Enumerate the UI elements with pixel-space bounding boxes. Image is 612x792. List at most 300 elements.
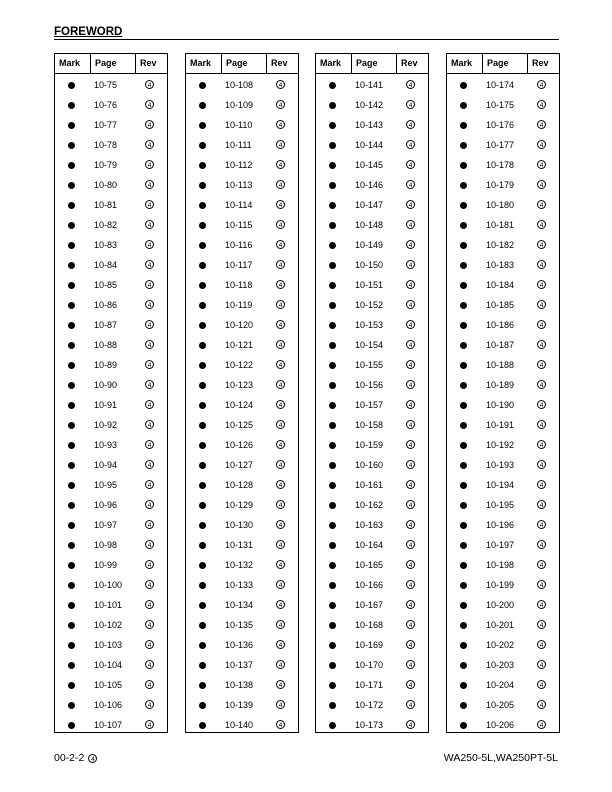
revision-circle-icon: 4 [537,120,546,129]
mark-bullet-icon [199,642,206,649]
table-row [316,677,428,697]
table-row [186,217,298,237]
table-row [447,557,559,577]
table-row [447,77,559,97]
table-row [55,97,167,117]
page-cell: 10-140 [225,720,254,730]
page-cell: 10-201 [486,620,515,630]
table-row [186,237,298,257]
revision-circle-icon: 4 [537,700,546,709]
page-cell: 10-89 [94,360,118,370]
mark-bullet-icon [329,382,336,389]
table-row [186,337,298,357]
revision-circle-icon: 4 [145,660,154,669]
page-cell: 10-119 [225,300,253,310]
mark-bullet-icon [199,422,206,429]
mark-bullet-icon [460,422,467,429]
revision-circle-icon: 4 [276,480,285,489]
mark-bullet-icon [460,202,467,209]
revision-circle-icon: 4 [537,380,546,389]
table-row [316,437,428,457]
revision-circle-icon: 4 [145,160,154,169]
table-row [447,577,559,597]
revision-circle-icon: 4 [145,320,154,329]
page-cell: 10-86 [94,300,118,310]
page-cell: 10-190 [486,400,515,410]
revision-circle-icon: 4 [406,560,415,569]
page-cell: 10-93 [94,440,118,450]
revision-circle-icon: 4 [145,120,154,129]
revision-circle-icon: 4 [276,680,285,689]
revision-circle-icon: 4 [276,600,285,609]
revision-circle-icon: 4 [537,100,546,109]
page-cell: 10-145 [355,160,384,170]
page-cell: 10-80 [94,180,118,190]
table-row [186,317,298,337]
page-cell: 10-146 [355,180,384,190]
revision-circle-icon: 4 [276,200,285,209]
table-row [186,657,298,677]
mark-bullet-icon [68,102,75,109]
page-cell: 10-105 [94,680,123,690]
table-row [55,497,167,517]
table-row [186,577,298,597]
table-row [186,137,298,157]
revision-circle-icon: 4 [276,260,285,269]
mark-bullet-icon [199,562,206,569]
revision-circle-icon: 4 [276,340,285,349]
mark-bullet-icon [68,422,75,429]
mark-bullet-icon [199,162,206,169]
revision-circle-icon: 4 [537,140,546,149]
mark-bullet-icon [329,582,336,589]
table-row [55,317,167,337]
revision-circle-icon: 4 [537,200,546,209]
mark-bullet-icon [329,362,336,369]
revision-circle-icon: 4 [406,380,415,389]
page-cell: 10-186 [486,320,515,330]
table-row [316,557,428,577]
page-cell: 10-178 [486,160,515,170]
mark-bullet-icon [68,162,75,169]
mark-column-header: Mark [55,54,91,73]
table-row [447,357,559,377]
table-row [447,717,559,737]
rev-column-header: Rev [271,58,288,68]
mark-bullet-icon [460,582,467,589]
table-row [316,257,428,277]
page-cell: 10-149 [355,240,384,250]
table-row [316,97,428,117]
table-row [447,677,559,697]
mark-bullet-icon [329,242,336,249]
revision-circle-icon: 4 [406,660,415,669]
table-row [316,77,428,97]
revision-circle-icon: 4 [406,440,415,449]
table-row [55,177,167,197]
revision-circle-icon: 4 [276,720,285,729]
revision-circle-icon: 4 [537,260,546,269]
mark-bullet-icon [460,522,467,529]
table-row [186,517,298,537]
table-row [186,157,298,177]
table-row [55,217,167,237]
table-row [186,417,298,437]
mark-bullet-icon [68,262,75,269]
revision-circle-icon: 4 [276,300,285,309]
page-cell: 10-133 [225,580,254,590]
revision-circle-icon: 4 [145,620,154,629]
page-cell: 10-84 [94,260,118,270]
mark-bullet-icon [460,462,467,469]
page-cell: 10-116 [225,240,253,250]
table-row [316,417,428,437]
table-row [55,277,167,297]
table-row [316,497,428,517]
revision-circle-icon: 4 [145,80,154,89]
revision-circle-icon: 4 [276,620,285,629]
revision-circle-icon: 4 [406,100,415,109]
page-cell: 10-156 [355,380,384,390]
mark-bullet-icon [329,462,336,469]
revision-circle-icon: 4 [276,160,285,169]
footer-model: WA250-5L,WA250PT-5L [443,752,558,764]
page-cell: 10-122 [225,360,254,370]
revision-circle-icon: 4 [276,540,285,549]
table-row [55,477,167,497]
mark-bullet-icon [68,682,75,689]
revision-circle-icon: 4 [145,500,154,509]
revision-circle-icon: 4 [537,400,546,409]
page-cell: 10-130 [225,520,254,530]
revision-circle-icon: 4 [537,80,546,89]
table-row [186,637,298,657]
rev-column-header: Rev [140,58,157,68]
page-cell: 10-163 [355,520,384,530]
revision-circle-icon: 4 [537,360,546,369]
revision-circle-icon: 4 [537,580,546,589]
page-cell: 10-185 [486,300,515,310]
table-row [447,657,559,677]
revision-circle-icon: 4 [145,100,154,109]
revision-circle-icon: 4 [406,500,415,509]
revision-circle-icon: 4 [276,180,285,189]
table-row [316,177,428,197]
table-row [447,257,559,277]
page-cell: 10-92 [94,420,118,430]
mark-bullet-icon [68,222,75,229]
revision-circle-icon: 4 [276,580,285,589]
revision-circle-icon: 4 [276,120,285,129]
mark-bullet-icon [68,322,75,329]
revision-table-4 [446,53,560,733]
mark-bullet-icon [199,282,206,289]
mark-bullet-icon [460,342,467,349]
page-cell: 10-127 [225,460,254,470]
mark-bullet-icon [199,662,206,669]
page-cell: 10-199 [486,580,515,590]
table-row [316,657,428,677]
page-cell: 10-129 [225,500,254,510]
table-row [186,697,298,717]
revision-circle-icon: 4 [537,180,546,189]
page-cell: 10-125 [225,420,254,430]
page-cell: 10-111 [225,140,252,150]
page-cell: 10-187 [486,340,515,350]
table-row [316,317,428,337]
mark-bullet-icon [199,402,206,409]
revision-circle-icon: 4 [537,500,546,509]
mark-bullet-icon [329,422,336,429]
mark-bullet-icon [329,502,336,509]
mark-bullet-icon [460,662,467,669]
mark-bullet-icon [199,322,206,329]
page-cell: 10-184 [486,280,515,290]
table-row [55,257,167,277]
page-cell: 10-117 [225,260,253,270]
mark-bullet-icon [329,682,336,689]
page-column-header: Page [483,54,528,73]
revision-circle-icon: 4 [145,220,154,229]
mark-bullet-icon [460,722,467,729]
mark-bullet-icon [68,242,75,249]
mark-bullet-icon [460,402,467,409]
table-row [186,717,298,737]
mark-bullet-icon [329,302,336,309]
page-cell: 10-82 [94,220,118,230]
table-row [316,197,428,217]
table-row [447,157,559,177]
table-row [55,117,167,137]
revision-circle-icon: 4 [537,680,546,689]
table-row [186,597,298,617]
revision-circle-icon: 4 [276,560,285,569]
page-cell: 10-188 [486,360,515,370]
page-cell: 10-110 [225,120,253,130]
mark-bullet-icon [68,662,75,669]
table-row [186,257,298,277]
page-cell: 10-169 [355,640,384,650]
table-row [55,237,167,257]
table-row [55,77,167,97]
revision-circle-icon: 4 [276,140,285,149]
mark-bullet-icon [68,582,75,589]
table-row [447,637,559,657]
page-cell: 10-147 [355,200,384,210]
mark-bullet-icon [329,402,336,409]
page-cell: 10-167 [355,600,384,610]
revision-circle-icon: 4 [276,240,285,249]
table-row [186,677,298,697]
page-cell: 10-166 [355,580,384,590]
revision-circle-icon: 4 [537,220,546,229]
table-row [447,337,559,357]
table-row [186,457,298,477]
table-row [186,437,298,457]
table-row [186,77,298,97]
table-row [447,697,559,717]
mark-bullet-icon [68,182,75,189]
page-cell: 10-204 [486,680,515,690]
revision-circle-icon: 4 [406,420,415,429]
page-header [54,26,559,40]
page-cell: 10-161 [355,480,384,490]
mark-bullet-icon [329,102,336,109]
page-cell: 10-180 [486,200,515,210]
mark-bullet-icon [329,482,336,489]
revision-circle-icon: 4 [276,100,285,109]
mark-bullet-icon [329,662,336,669]
revision-circle-icon: 4 [406,220,415,229]
mark-bullet-icon [199,102,206,109]
mark-bullet-icon [68,402,75,409]
table-row [316,637,428,657]
page-cell: 10-97 [94,520,118,530]
page-cell: 10-155 [355,360,384,370]
page-cell: 10-79 [94,160,118,170]
revision-circle-icon: 4 [145,240,154,249]
mark-bullet-icon [460,602,467,609]
table-row [186,557,298,577]
page-cell: 10-148 [355,220,384,230]
revision-circle-icon: 4 [406,480,415,489]
page-cell: 10-152 [355,300,384,310]
mark-bullet-icon [199,222,206,229]
revision-circle-icon: 4 [406,140,415,149]
page-cell: 10-118 [225,280,253,290]
table-row [447,417,559,437]
page-cell: 10-137 [225,660,254,670]
revision-circle-icon: 4 [406,280,415,289]
page-cell: 10-200 [486,600,515,610]
page-cell: 10-115 [225,220,253,230]
page-cell: 10-123 [225,380,254,390]
table-row [55,597,167,617]
revision-circle-icon: 4 [406,180,415,189]
revision-circle-icon: 4 [406,160,415,169]
mark-bullet-icon [68,482,75,489]
revision-circle-icon: 4 [406,300,415,309]
page-cell: 10-96 [94,500,118,510]
revision-circle-icon: 4 [406,80,415,89]
page-column-header: Page [91,54,136,73]
page-cell: 10-102 [94,620,123,630]
mark-bullet-icon [199,182,206,189]
revision-circle-icon: 4 [537,480,546,489]
page-cell: 10-78 [94,140,118,150]
mark-bullet-icon [329,542,336,549]
table-row [55,397,167,417]
page-cell: 10-153 [355,320,384,330]
page-cell: 10-124 [225,400,254,410]
table-row [316,397,428,417]
table-row [447,297,559,317]
mark-bullet-icon [199,502,206,509]
table-row [55,437,167,457]
table-row [316,237,428,257]
mark-bullet-icon [329,82,336,89]
revision-circle-icon: 4 [406,400,415,409]
table-header-row [447,54,559,74]
page-cell: 10-139 [225,700,254,710]
page-cell: 10-76 [94,100,118,110]
page-cell: 10-159 [355,440,384,450]
revision-circle-icon: 4 [406,200,415,209]
mark-bullet-icon [460,142,467,149]
revision-circle-icon: 4 [145,520,154,529]
mark-bullet-icon [460,362,467,369]
revision-circle-icon: 4 [145,600,154,609]
table-row [447,617,559,637]
mark-bullet-icon [68,542,75,549]
table-row [316,357,428,377]
table-row [186,617,298,637]
revision-circle-icon: 4 [537,540,546,549]
revision-circle-icon: 4 [276,660,285,669]
revision-circle-icon: 4 [276,400,285,409]
mark-bullet-icon [199,542,206,549]
page-cell: 10-90 [94,380,118,390]
mark-bullet-icon [68,502,75,509]
mark-bullet-icon [329,322,336,329]
page-cell: 10-196 [486,520,515,530]
page-cell: 10-120 [225,320,254,330]
revision-circle-icon: 4 [276,80,285,89]
table-row [316,697,428,717]
revision-circle-icon: 4 [537,620,546,629]
mark-bullet-icon [460,222,467,229]
mark-bullet-icon [460,282,467,289]
revision-circle-icon: 4 [276,280,285,289]
revision-circle-icon: 4 [145,400,154,409]
revision-circle-icon: 4 [88,754,97,763]
table-row [55,457,167,477]
mark-bullet-icon [68,462,75,469]
mark-bullet-icon [199,582,206,589]
table-row [186,537,298,557]
table-row [55,637,167,657]
revision-circle-icon: 4 [145,280,154,289]
table-row [447,437,559,457]
mark-bullet-icon [460,322,467,329]
table-row [316,137,428,157]
table-row [447,397,559,417]
revision-circle-icon: 4 [145,700,154,709]
revision-circle-icon: 4 [406,360,415,369]
table-row [316,337,428,357]
mark-bullet-icon [68,122,75,129]
page-cell: 10-197 [486,540,515,550]
mark-bullet-icon [68,602,75,609]
page-cell: 10-150 [355,260,384,270]
page-cell: 10-191 [486,420,515,430]
mark-bullet-icon [329,222,336,229]
page-cell: 10-164 [355,540,384,550]
table-row [55,157,167,177]
revision-circle-icon: 4 [406,580,415,589]
table-row [186,477,298,497]
revision-circle-icon: 4 [406,340,415,349]
page-cell: 10-126 [225,440,254,450]
revision-circle-icon: 4 [276,420,285,429]
table-row [316,377,428,397]
mark-bullet-icon [68,562,75,569]
page-cell: 10-109 [225,100,254,110]
revision-circle-icon: 4 [537,460,546,469]
page-cell: 10-94 [94,460,118,470]
page-cell: 10-173 [355,720,384,730]
page-cell: 10-142 [355,100,384,110]
